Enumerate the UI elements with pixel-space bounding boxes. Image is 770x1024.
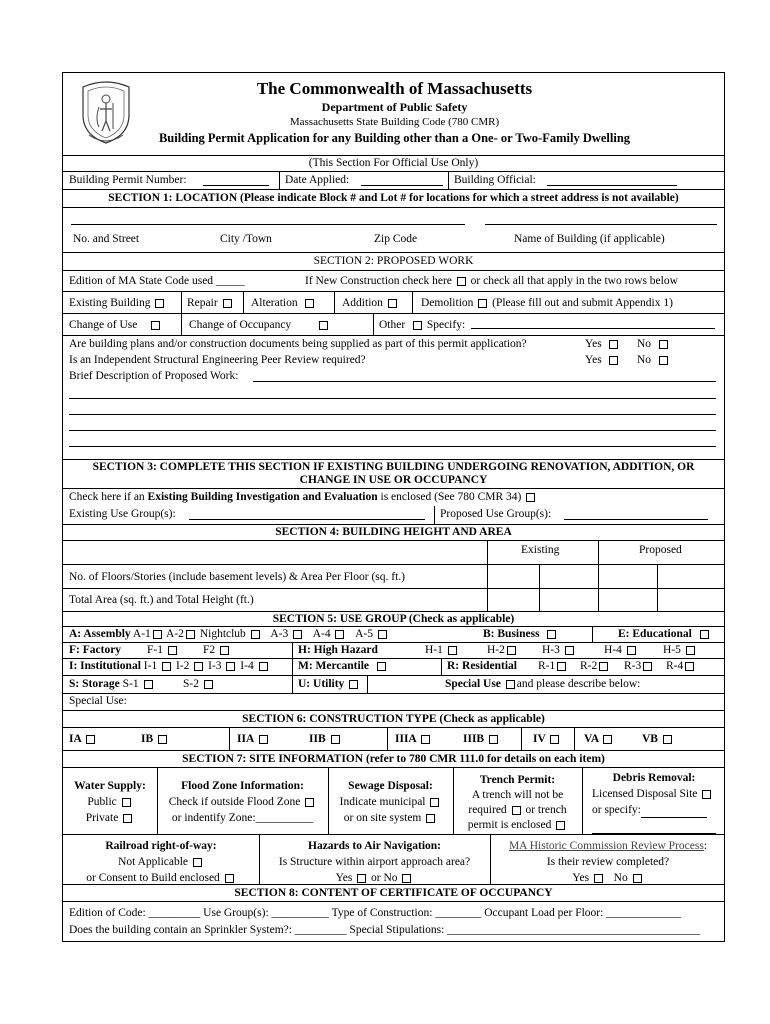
special-use-description-label: and please describe below: [516, 678, 641, 690]
section3-header [63, 460, 724, 489]
change-of-occupancy-checkbox[interactable] [319, 321, 328, 330]
permit-number-label: Building Permit Number: [69, 174, 187, 186]
description-line[interactable] [69, 446, 716, 447]
special-use-label: Special Use: [69, 695, 127, 707]
public-water-checkbox[interactable] [122, 798, 131, 807]
i1-label: I-1 [143, 660, 158, 672]
business-checkbox[interactable] [547, 630, 556, 639]
railroad-na-label: Not Applicable [118, 856, 189, 868]
new-construction-option [305, 275, 678, 287]
h3-label: H-3 [542, 644, 560, 656]
street-label: No. and Street [73, 233, 140, 245]
building-official-label: Building Official: [454, 174, 536, 186]
factory-label: F: Factory [69, 644, 122, 656]
type-va-checkbox[interactable] [603, 735, 612, 744]
new-construction-checkbox[interactable] [457, 277, 466, 286]
institutional-label: I: Institutional [69, 660, 141, 672]
special-use-row [63, 694, 724, 711]
form-title: The Commonwealth of Massachusetts [256, 79, 533, 98]
a5-checkbox[interactable] [378, 630, 387, 639]
change-row [63, 314, 724, 336]
total-area-row [63, 589, 724, 612]
demolition-checkbox[interactable] [478, 299, 487, 308]
brief-description-label: Brief Description of Proposed Work: [69, 370, 239, 382]
a3-checkbox[interactable] [293, 630, 302, 639]
r2-label: R-2 [580, 660, 598, 672]
special-use-option-label: Special Use [445, 678, 501, 690]
section7-title: SECTION 7: SITE INFORMATION (refer to 780 CMR 111.0 for details on each item) [182, 753, 605, 765]
s1-label: S-1 [122, 678, 139, 690]
i4-checkbox[interactable] [259, 662, 268, 671]
air-no-label: or No [371, 872, 398, 884]
sewage-onsite-checkbox[interactable] [426, 814, 435, 823]
construction-type-row [63, 728, 724, 751]
city-label: City /Town [220, 233, 272, 245]
f2-checkbox[interactable] [220, 646, 229, 655]
nightclub-checkbox[interactable] [251, 630, 260, 639]
section2-header [63, 253, 724, 271]
site-info-row2: Railroad right-of-way: Not Applicable or Consent to Build enclosed Hazards to Air Navigation: Is Structure within airport approach area? Yes or No MA Historic Commission Review Process: Is their review completed? Yes No [63, 835, 724, 885]
section5-title: SECTION 5: USE GROUP (Check as applicable) [272, 613, 515, 625]
section8-title: SECTION 8: CONTENT OF CERTIFICATE OF OCCUPANCY [234, 887, 553, 899]
f2-label: F2 [203, 644, 216, 656]
permit-number-field[interactable] [203, 173, 269, 186]
proposed-use-label: Proposed Use Group(s): [440, 508, 552, 520]
h1-label: H-1 [425, 644, 443, 656]
site-info-row1 [63, 768, 724, 835]
type-iia-checkbox[interactable] [259, 735, 268, 744]
trench-or-label: or trench [525, 804, 567, 816]
code-reference: Massachusetts State Building Code (780 CMR) [289, 116, 500, 128]
type-ib-checkbox[interactable] [158, 735, 167, 744]
plans-question: Are building plans and/or construction documents being supplied as part of this permit application? [69, 338, 527, 350]
a1-label: A-1 [132, 628, 151, 640]
h3-checkbox[interactable] [565, 646, 574, 655]
edition-label: Edition of MA State Code used _____ [69, 275, 245, 287]
repair-checkbox[interactable] [223, 299, 232, 308]
flood-outside-checkbox[interactable] [305, 798, 314, 807]
historic-commission-link[interactable]: MA Historic Commission Review Process [508, 840, 704, 852]
type-va-label: VA [584, 733, 599, 745]
business-label: B: Business [483, 628, 540, 640]
flood-outside-label: Check if outside Flood Zone [168, 796, 301, 808]
alteration-label: Alteration [251, 297, 298, 309]
addition-label: Addition [342, 297, 383, 309]
a3-label: A-3 [270, 628, 289, 640]
type-iib-checkbox[interactable] [331, 735, 340, 744]
description-line[interactable] [69, 430, 716, 431]
public-label: Public [87, 796, 117, 808]
plans-and-description [63, 336, 724, 460]
building-name-label: Name of Building (if applicable) [514, 233, 665, 245]
evaluation-title: Existing Building Investigation and Evaluation [147, 491, 378, 503]
trench-line1: A trench will not be [471, 789, 564, 801]
educational-label: E: Educational [618, 628, 692, 640]
official-use-note [63, 156, 724, 172]
peer-review-question: Is an Independent Structural Engineering Peer Review required? [69, 354, 366, 366]
type-ib-label: IB [141, 733, 154, 745]
mercantile-checkbox[interactable] [377, 662, 386, 671]
special-use-checkbox[interactable] [506, 680, 515, 689]
type-iv-label: IV [533, 733, 546, 745]
check-all-label: or check all that apply in the two rows below [470, 275, 678, 287]
certificate-line1[interactable]: Edition of Code: _________ Use Group(s): __________ Type of Construction: ________ Occupant Load per Floor: _____________ [69, 907, 681, 919]
high-hazard-label: H: High Hazard [298, 644, 378, 656]
change-of-occupancy-label: Change of Occupancy [189, 319, 292, 331]
a2-checkbox[interactable] [186, 630, 195, 639]
date-applied-field[interactable] [361, 173, 443, 186]
floors-row [63, 565, 724, 589]
assembly-label: A: Assembly [69, 628, 131, 640]
building-name-field[interactable] [485, 224, 717, 225]
use-row-storage [63, 676, 724, 694]
evaluation-reference: is enclosed (See 780 CMR 34) [380, 491, 522, 503]
debris-licensed-label: Licensed Disposal Site [592, 788, 698, 800]
trench-enclosed-checkbox[interactable] [556, 821, 565, 830]
air-hazard-title: Hazards to Air Navigation: [308, 840, 441, 852]
railroad-consent-label: or Consent to Build enclosed [86, 872, 220, 884]
section2-title: SECTION 2: PROPOSED WORK [313, 255, 474, 267]
existing-building-label: Existing Building [69, 297, 151, 309]
street-address-field[interactable] [71, 224, 465, 225]
existing-building-checkbox[interactable] [155, 299, 164, 308]
r3-checkbox[interactable] [643, 662, 652, 671]
i3-checkbox[interactable] [226, 662, 235, 671]
r1-label: R-1 [538, 660, 556, 672]
use-row-institutional [63, 659, 724, 676]
evaluation-checkbox[interactable] [526, 493, 535, 502]
zip-label: Zip Code [374, 233, 418, 245]
i1-checkbox[interactable] [162, 662, 171, 671]
historic-question: Is their review completed? [546, 856, 670, 868]
historic-yes-label: Yes [572, 872, 590, 884]
i2-label: I-2 [175, 660, 190, 672]
department-name: Department of Public Safety [321, 100, 468, 114]
plans-no-checkbox[interactable] [659, 340, 668, 349]
total-area-label: Total Area (sq. ft.) and Total Height (ft.) [69, 594, 254, 606]
date-applied-label: Date Applied: [285, 174, 350, 186]
nightclub-label: Nightclub [199, 628, 246, 640]
a4-checkbox[interactable] [335, 630, 344, 639]
mercantile-label: M: Mercantile [298, 660, 369, 672]
type-iiib-label: IIIB [463, 733, 485, 745]
storage-label: S: Storage [69, 678, 120, 690]
demolition-note: (Please fill out and submit Appendix 1) [492, 297, 673, 309]
other-checkbox[interactable] [413, 321, 422, 330]
section3-body [63, 489, 724, 525]
type-vb-label: VB [642, 733, 658, 745]
floors-label: No. of Floors/Stories (include basement levels) & Area Per Floor (sq. ft.) [69, 571, 405, 583]
form-header [63, 73, 724, 156]
trench-title: Trench Permit: [479, 774, 556, 786]
addition-checkbox[interactable] [388, 299, 397, 308]
water-supply-title: Water Supply: [74, 780, 146, 792]
a4-label: A-4 [312, 628, 331, 640]
section7-header [63, 751, 724, 768]
s2-checkbox[interactable] [204, 680, 213, 689]
sewage-onsite-label: or on site system [343, 812, 422, 824]
form-subtitle: Building Permit Application for any Building other than a One- or Two-Family Dwelling [158, 131, 631, 145]
r3-label: R-3 [624, 660, 642, 672]
private-water-checkbox[interactable] [123, 814, 132, 823]
f1-checkbox[interactable] [168, 646, 177, 655]
use-row-assembly [63, 627, 724, 643]
height-area-header [63, 541, 724, 565]
h1-checkbox[interactable] [448, 646, 457, 655]
i4-label: I-4 [240, 660, 254, 672]
trench-enclosed-label: permit is enclosed [467, 819, 552, 831]
h5-checkbox[interactable] [686, 646, 695, 655]
r4-checkbox[interactable] [685, 662, 694, 671]
sewage-municipal-checkbox[interactable] [430, 798, 439, 807]
use-row-factory [63, 643, 724, 659]
debris-title: Debris Removal: [612, 772, 696, 784]
proposed-use-field[interactable] [564, 507, 708, 520]
residential-label: R: Residential [447, 660, 517, 672]
demolition-label: Demolition [421, 297, 474, 309]
type-vb-checkbox[interactable] [663, 735, 672, 744]
historic-yes-checkbox[interactable] [594, 874, 603, 883]
specify-field[interactable] [471, 316, 715, 329]
type-iv-checkbox[interactable] [550, 735, 559, 744]
specify-label: Specify: [426, 319, 466, 331]
description-line[interactable] [69, 398, 716, 399]
section1-title: SECTION 1: LOCATION (Please indicate Block # and Lot # for locations for which a street address is not available) [108, 192, 679, 204]
repair-label: Repair [187, 297, 218, 309]
utility-label: U: Utility [298, 678, 345, 690]
peer-no-checkbox[interactable] [659, 356, 668, 365]
official-use-label: (This Section For Official Use Only) [308, 157, 479, 169]
change-of-use-checkbox[interactable] [151, 321, 160, 330]
other-label: Other [379, 319, 406, 331]
section1-header [63, 190, 724, 208]
private-label: Private [85, 812, 119, 824]
edition-row [63, 271, 724, 292]
type-iiib-checkbox[interactable] [489, 735, 498, 744]
h5-label: H-5 [663, 644, 681, 656]
debris-specify-label: or specify: [592, 804, 641, 816]
air-yes-checkbox[interactable] [357, 874, 366, 883]
r4-label: R-4 [666, 660, 684, 672]
existing-column-header: Existing [521, 544, 560, 556]
work-type-row [63, 292, 724, 314]
type-ia-checkbox[interactable] [86, 735, 95, 744]
trench-required-label: required [468, 804, 507, 816]
s1-checkbox[interactable] [144, 680, 153, 689]
h4-label: H-4 [604, 644, 622, 656]
section6-header [63, 711, 724, 728]
h2-checkbox[interactable] [507, 646, 516, 655]
change-of-use-label: Change of Use [69, 319, 138, 331]
section1-location [63, 208, 724, 253]
plans-yes-label: Yes [585, 338, 602, 350]
section4-header [63, 525, 724, 541]
s2-label: S-2 [183, 678, 199, 690]
historic-no-label: No [613, 872, 628, 884]
debris-specify-field[interactable] [641, 805, 707, 818]
h2-label: H-2 [487, 644, 505, 656]
r1-checkbox[interactable] [557, 662, 566, 671]
official-fields [63, 172, 724, 190]
debris-specify-field2[interactable] [592, 823, 716, 834]
type-ia-label: IA [69, 733, 82, 745]
section6-title: SECTION 6: CONSTRUCTION TYPE (Check as applicable) [242, 713, 545, 725]
railroad-consent-checkbox[interactable] [225, 874, 234, 883]
f1-label: F-1 [147, 644, 163, 656]
plans-yes-checkbox[interactable] [609, 340, 618, 349]
debris-licensed-checkbox[interactable] [702, 790, 711, 799]
peer-yes-label: Yes [585, 354, 602, 366]
peer-yes-checkbox[interactable] [609, 356, 618, 365]
permit-form [62, 72, 725, 942]
certificate-line2[interactable]: Does the building contain an Sprinkler System?: _________ Special Stipulations: ____________________________________________ [69, 924, 701, 936]
section3-title-line2: CHANGE IN USE OR OCCUPANCY [299, 474, 488, 486]
building-official-field[interactable] [547, 173, 677, 186]
air-yes-label: Yes [335, 872, 353, 884]
description-line[interactable] [69, 414, 716, 415]
railroad-title: Railroad right-of-way: [105, 840, 217, 852]
a1-checkbox[interactable] [153, 630, 162, 639]
existing-use-label: Existing Use Group(s): [69, 508, 176, 520]
a5-label: A-5 [355, 628, 373, 640]
historic-no-checkbox[interactable] [633, 874, 642, 883]
description-line[interactable] [253, 381, 716, 382]
section4-title: SECTION 4: BUILDING HEIGHT AND AREA [275, 526, 512, 538]
type-iiia-label: IIIA [395, 733, 417, 745]
educational-checkbox[interactable] [700, 630, 709, 639]
peer-no-label: No [637, 354, 652, 366]
type-iia-label: IIA [237, 733, 254, 745]
proposed-column-header: Proposed [639, 544, 682, 556]
h4-checkbox[interactable] [627, 646, 636, 655]
section3-title-line1: SECTION 3: COMPLETE THIS SECTION IF EXISTING BUILDING UNDERGOING RENOVATION, ADDITION, OR [92, 461, 695, 473]
r2-checkbox[interactable] [599, 662, 608, 671]
flood-zone-title: Flood Zone Information: [181, 780, 304, 792]
sewage-title: Sewage Disposal: [348, 780, 433, 792]
flood-zone-field[interactable]: or indentify Zone:__________ [171, 812, 314, 824]
i2-checkbox[interactable] [194, 662, 203, 671]
type-iib-label: IIB [309, 733, 326, 745]
section5-header [63, 612, 724, 627]
utility-checkbox[interactable] [349, 680, 358, 689]
existing-use-field[interactable] [189, 507, 425, 520]
air-no-checkbox[interactable] [402, 874, 411, 883]
a2-label: A-2 [166, 628, 184, 640]
plans-no-label: No [637, 338, 652, 350]
air-hazard-question: Is Structure within airport approach area? [278, 856, 471, 868]
i3-label: I-3 [208, 660, 222, 672]
railroad-na-checkbox[interactable] [193, 858, 202, 867]
evaluation-check-label: Check here if an [69, 491, 145, 503]
sewage-municipal-label: Indicate municipal [339, 796, 426, 808]
trench-not-required-checkbox[interactable] [512, 806, 521, 815]
alteration-checkbox[interactable] [305, 299, 314, 308]
section8-header [63, 885, 724, 902]
type-iiia-checkbox[interactable] [421, 735, 430, 744]
new-construction-label: If New Construction check here [305, 275, 452, 287]
